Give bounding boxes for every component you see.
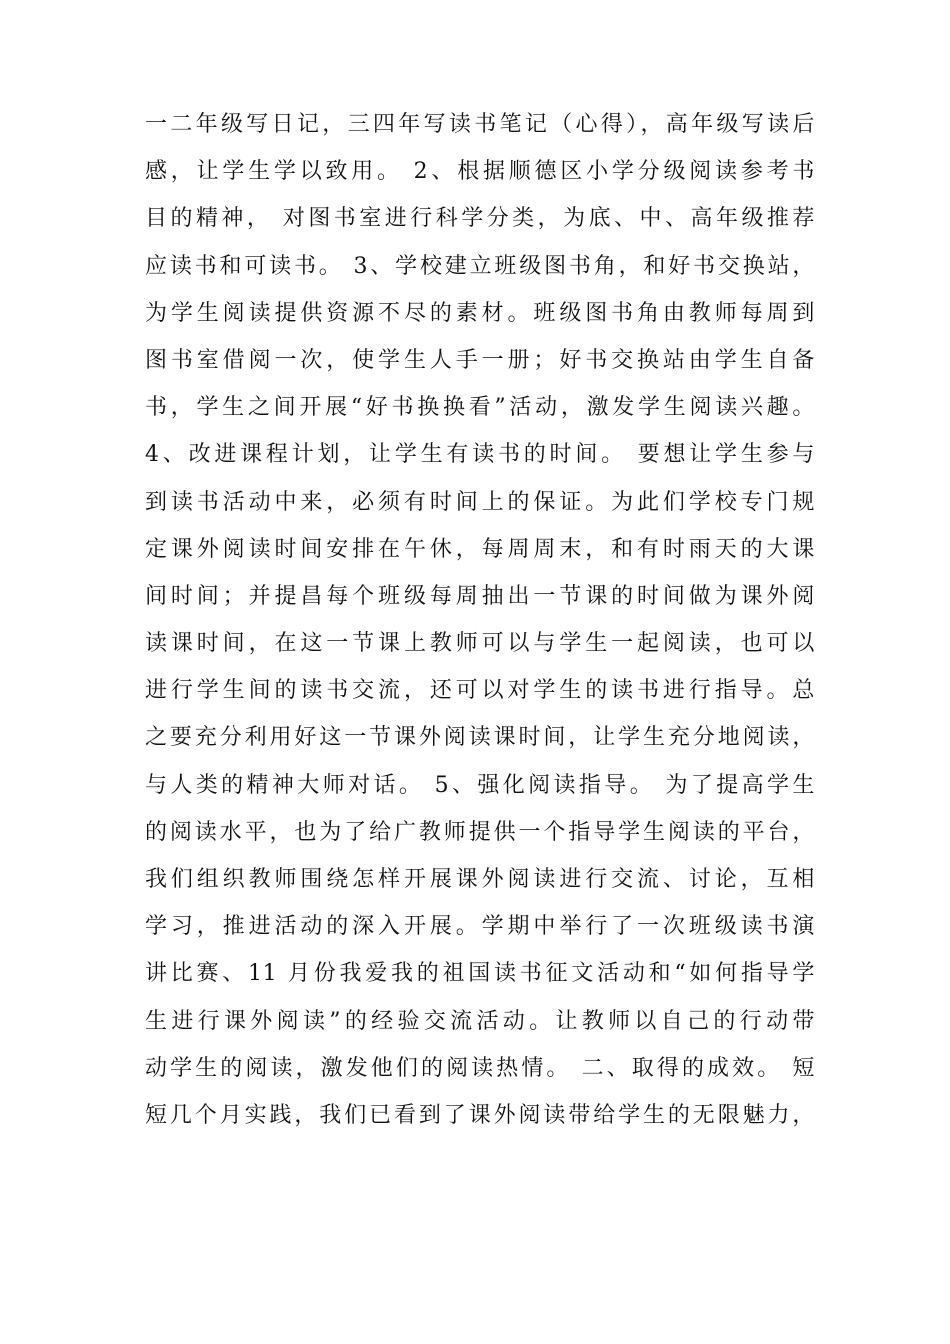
body-text [145, 101, 815, 1139]
text-line: 图书室借阅一次，使学生人手一册；好书交换站由学生自备 [145, 347, 815, 373]
text-line: 感，让学生学以致用。 2、根据顺德区小学分级阅读参考书 [145, 159, 815, 185]
text-line: 讲比赛、11 月份我爱我的祖国读书征文活动和“如何指导学 [145, 961, 815, 987]
text-line: 进行学生间的读书交流，还可以对学生的读书进行指导。总 [145, 678, 815, 704]
text-line: 目的精神， 对图书室进行科学分类，为底、中、高年级推荐 [145, 206, 815, 232]
text-line: 为学生阅读提供资源不尽的素材。班级图书角由教师每周到 [145, 300, 815, 326]
text-line: 的阅读水平，也为了给广教师提供一个指导学生阅读的平台， [145, 819, 815, 845]
text-line: 应读书和可读书。 3、学校建立班级图书角，和好书交换站， [145, 253, 815, 279]
text-line: 动学生的阅读，激发他们的阅读热情。 二、取得的成效。 短 [145, 1055, 815, 1081]
text-line: 4、改进课程计划，让学生有读书的时间。 要想让学生参与 [145, 442, 815, 468]
text-line: 生进行课外阅读”的经验交流活动。让教师以自己的行动带 [145, 1008, 815, 1034]
text-line: 一二年级写日记，三四年写读书笔记（心得），高年级写读后 [145, 112, 815, 137]
text-line: 定课外阅读时间安排在午休，每周周末，和有时雨天的大课 [145, 536, 815, 562]
text-line: 书，学生之间开展“好书换换看”活动，激发学生阅读兴趣。 [145, 395, 815, 421]
text-line: 之要充分利用好这一节课外阅读课时间，让学生充分地阅读， [145, 725, 815, 751]
text-line: 读课时间，在这一节课上教师可以与学生一起阅读，也可以 [145, 631, 815, 657]
text-line: 学习，推进活动的深入开展。学期中举行了一次班级读书演 [145, 914, 815, 940]
text-line: 短几个月实践，我们已看到了课外阅读带给学生的无限魅力， [145, 1102, 815, 1128]
text-line: 与人类的精神大师对话。 5、强化阅读指导。 为了提高学生 [145, 772, 815, 798]
text-line: 间时间；并提昌每个班级每周抽出一节课的时间做为课外阅 [145, 583, 815, 609]
text-line: 到读书活动中来，必须有时间上的保证。为此们学校专门规 [145, 489, 815, 515]
text-line: 我们组织教师围绕怎样开展课外阅读进行交流、讨论，互相 [145, 867, 815, 892]
